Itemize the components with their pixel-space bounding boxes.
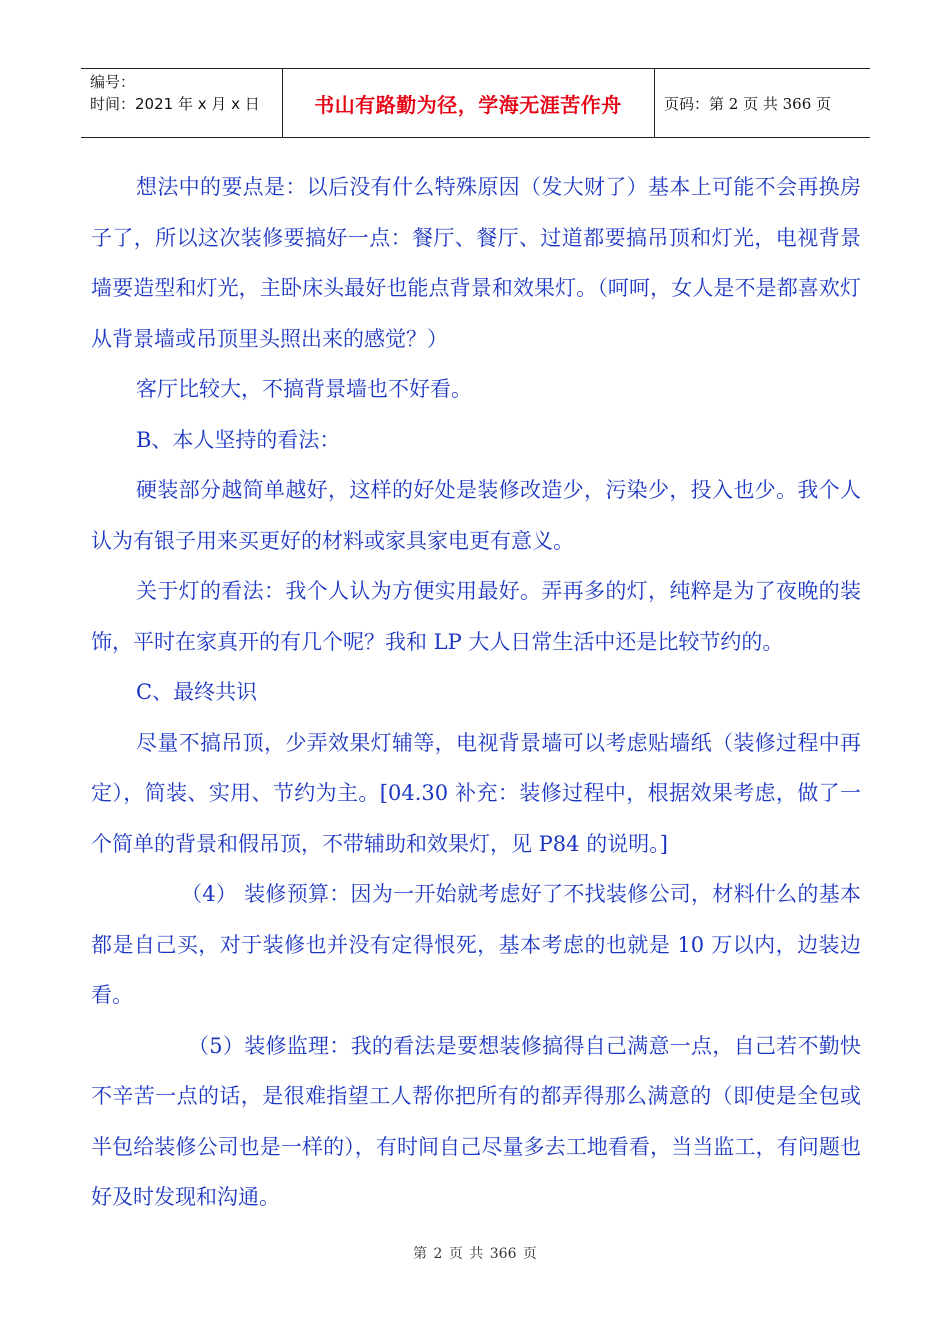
- serial-number-label: 编号：: [90, 73, 136, 91]
- page-footer: 第 2 页 共 366 页: [413, 1246, 537, 1262]
- header-page-info: 页码：第 2 页 共 366 页: [664, 94, 832, 113]
- header-divider: [654, 69, 655, 137]
- paragraph: （4） 装修预算：因为一开始就考虑好了不找装修公司，材料什么的基本都是自己买，对于装修也并没有定得恨死，基本考虑的也就是 10 万以内，边装边看。: [91, 882, 861, 1007]
- paragraph: 客厅比较大，不搞背景墙也不好看。: [136, 377, 472, 401]
- page-header: [81, 68, 870, 138]
- paragraph: （5）装修监理：我的看法是要想装修搞得自己满意一点，自己若不勤快不辛苦一点的话，是很难指望工人帮你把所有的都弄得那么满意的（即使是全包或半包给装修公司也是一样的），有时间自己尽量多去工地看看，当当监工，有问题也好及时发现和沟通。: [91, 1033, 861, 1209]
- date-label: 时间：2021 年 x 月 x 日: [90, 95, 260, 113]
- section-heading: B、本人坚持的看法：: [136, 427, 341, 452]
- paragraph: 硬装部分越简单越好，这样的好处是装修改造少，污染少，投入也少。我个人认为有银子用来买更好的材料或家具家电更有意义。: [91, 478, 861, 553]
- section-heading: C、最终共识: [136, 680, 258, 704]
- paragraph: 关于灯的看法：我个人认为方便实用最好。弄再多的灯，纯粹是为了夜晚的装饰，平时在家真开的有几个呢？我和 LP 大人日常生活中还是比较节约的。: [91, 579, 861, 654]
- header-left-cell: [90, 71, 260, 115]
- header-motto: 书山有路勤为径，学海无涯苦作舟: [314, 92, 622, 117]
- document-body: [91, 162, 861, 1223]
- paragraph: 尽量不搞吊顶，少弄效果灯辅等，电视背景墙可以考虑贴墙纸（装修过程中再定），简装、实用、节约为主。[04.30 补充：装修过程中，根据效果考虑，做了一个简单的背景和假吊顶，不带辅助和效果灯，见 P84 的说明。]: [91, 730, 861, 856]
- paragraph: 想法中的要点是：以后没有什么特殊原因（发大财了）基本上可能不会再换房子了，所以这次装修要搞好一点：餐厅、餐厅、过道都要搞吊顶和灯光，电视背景墙要造型和灯光，主卧床头最好也能点背景和效果灯。（呵呵，女人是不是都喜欢灯从背景墙或吊顶里头照出来的感觉？）: [91, 175, 861, 351]
